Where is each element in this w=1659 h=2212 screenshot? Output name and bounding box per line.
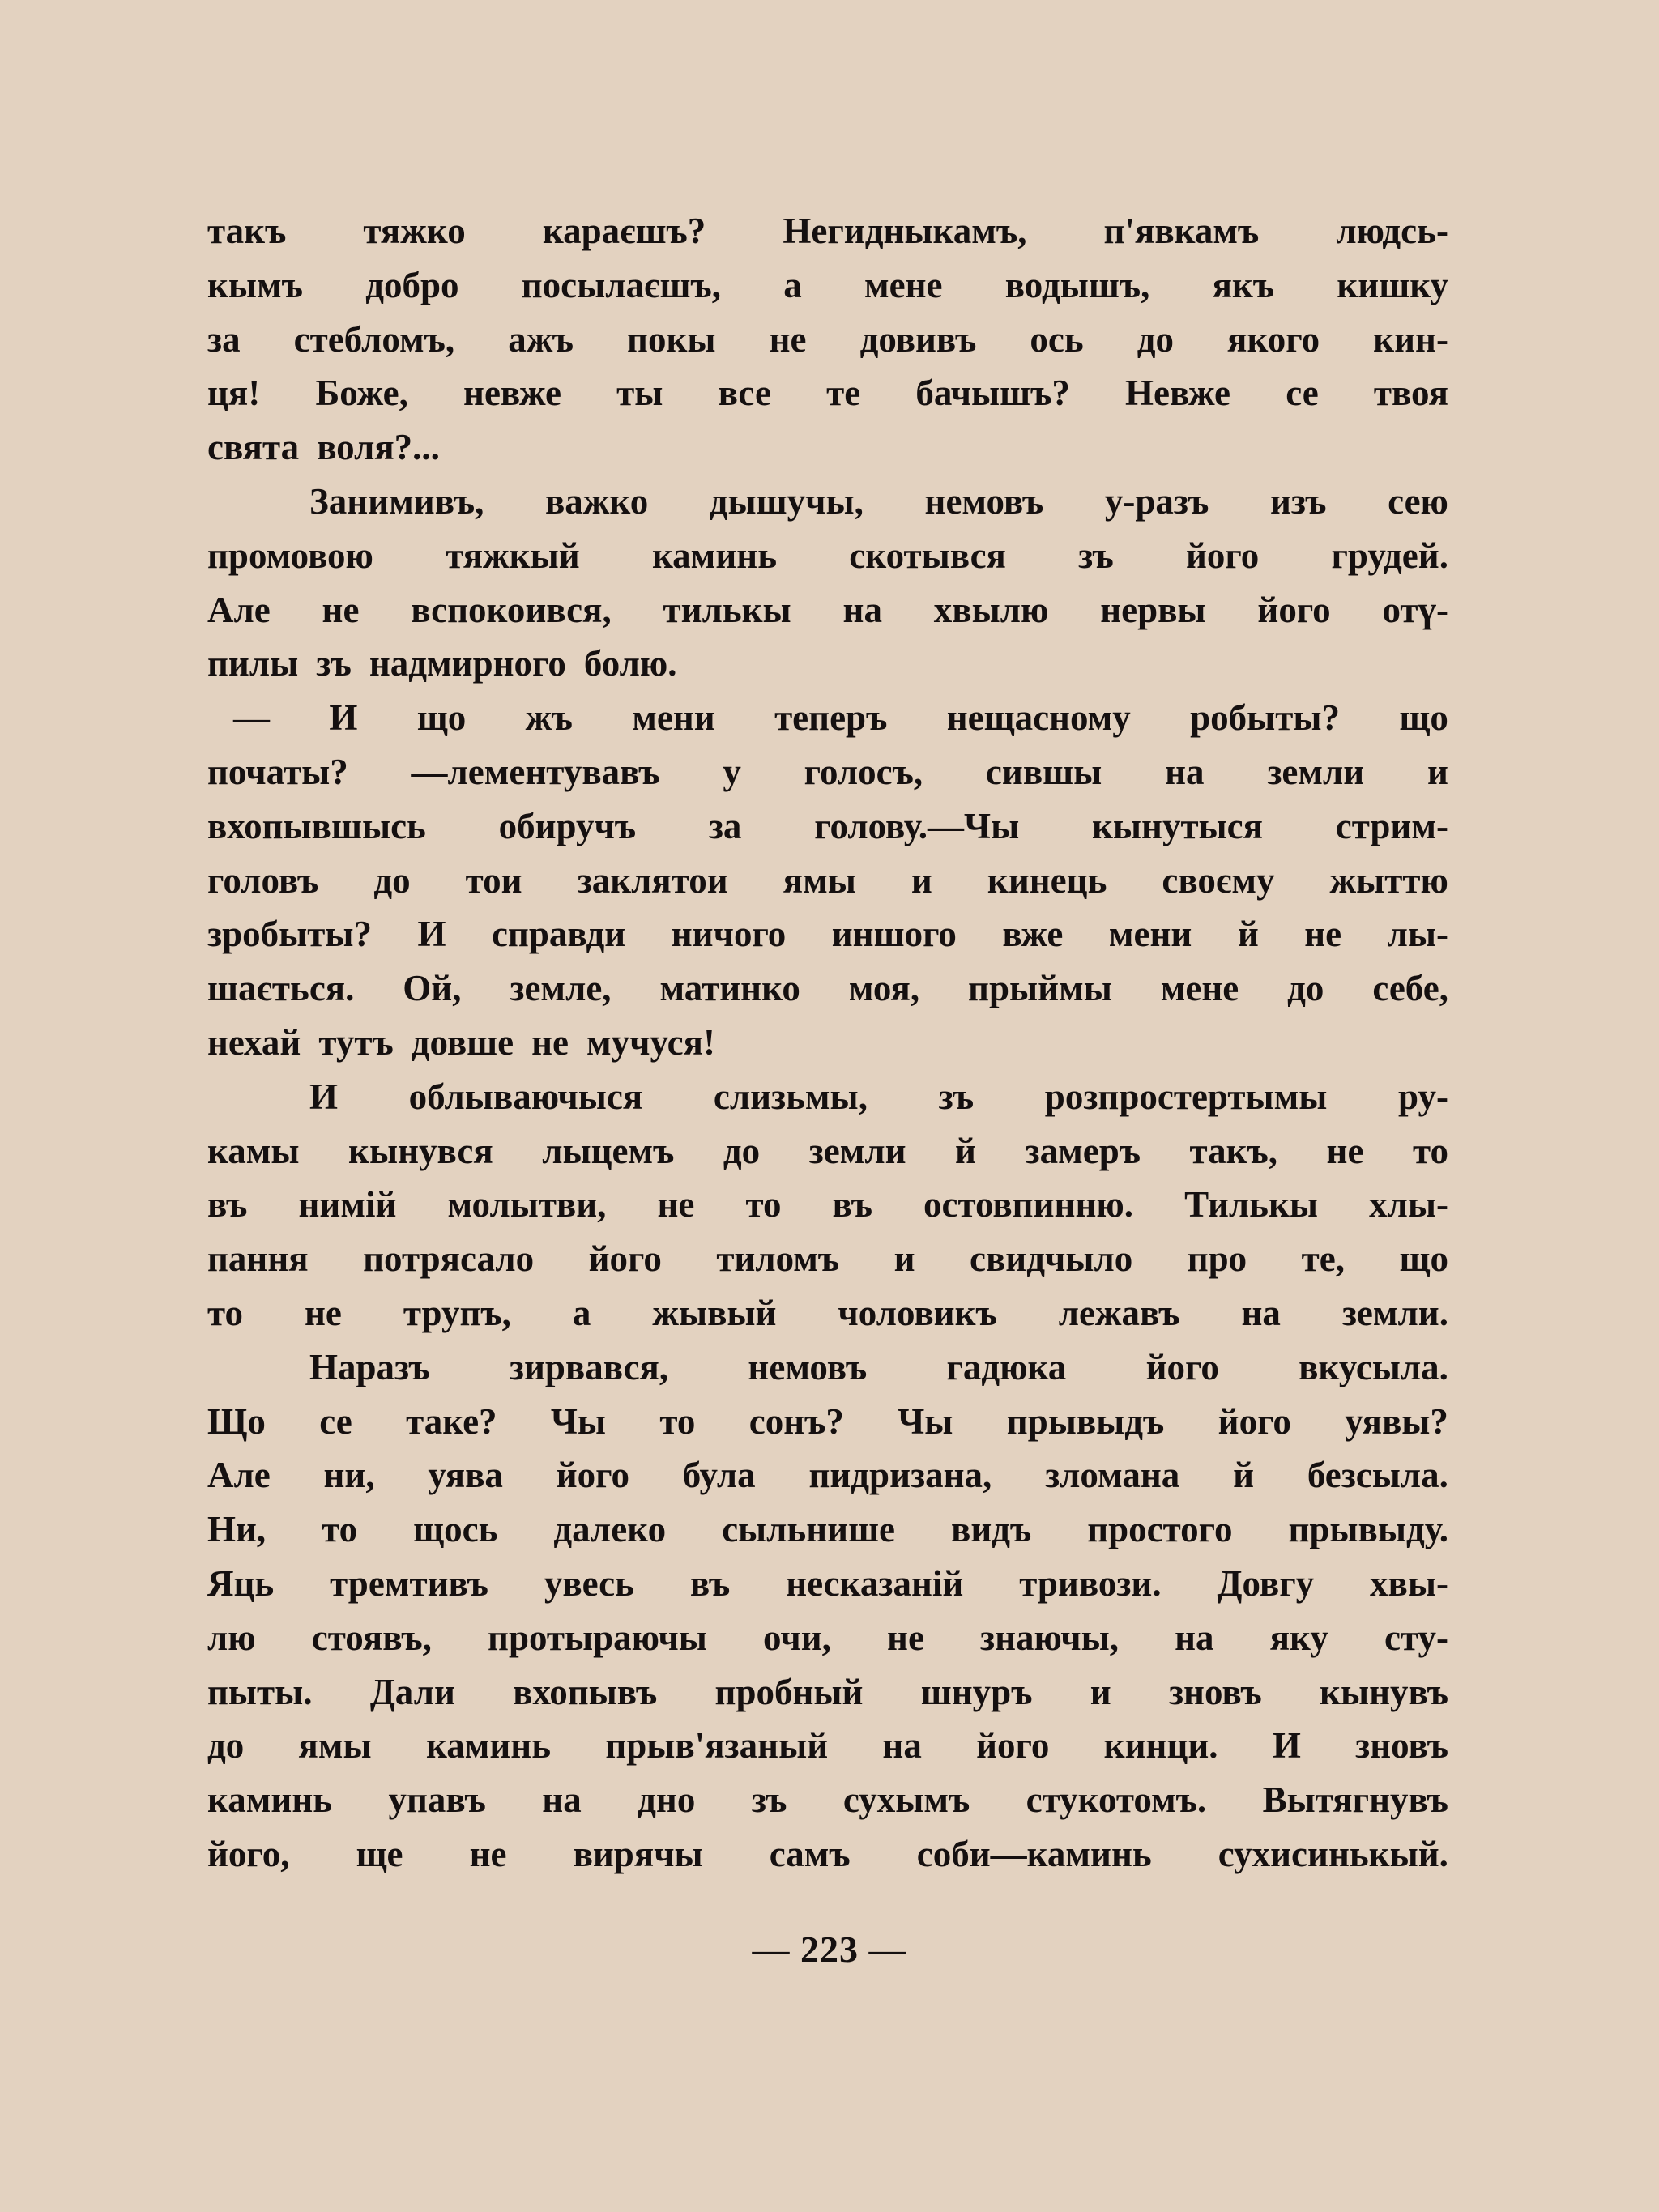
word: Вытягнувъ xyxy=(1262,1779,1448,1821)
word: кынувся xyxy=(348,1130,493,1171)
word: грудей. xyxy=(1331,535,1448,576)
word: на xyxy=(1175,1617,1214,1658)
word: зновъ xyxy=(1168,1671,1262,1712)
word: Довгу xyxy=(1217,1562,1315,1604)
word: таке? xyxy=(406,1400,497,1442)
word: а xyxy=(572,1292,591,1333)
word: Але xyxy=(207,589,271,630)
word: Тилькы xyxy=(1184,1184,1319,1225)
word: прыв'язаный xyxy=(605,1725,829,1767)
word: добро xyxy=(365,264,459,305)
word: въ xyxy=(689,1562,731,1604)
word: потрясало xyxy=(363,1238,535,1280)
word: сыльнише xyxy=(722,1509,896,1550)
word: початы? xyxy=(207,751,348,792)
word: то xyxy=(1412,1130,1448,1171)
word: що xyxy=(1399,1238,1448,1280)
word: караєшъ? xyxy=(542,211,706,251)
word: зъ xyxy=(938,1076,975,1117)
word: тутъ xyxy=(318,1021,394,1063)
word: що xyxy=(416,697,467,739)
word: жывый xyxy=(652,1292,777,1333)
word: уява xyxy=(428,1455,503,1496)
word: головъ xyxy=(207,859,319,901)
word: ажъ xyxy=(508,318,574,360)
word: земле, xyxy=(510,968,612,1009)
word: не xyxy=(1326,1130,1364,1171)
text-line xyxy=(207,1070,1448,1124)
word: такъ, xyxy=(1189,1130,1278,1171)
text-line xyxy=(207,1340,1448,1395)
word: Але xyxy=(207,1455,271,1496)
word: И xyxy=(1272,1725,1301,1767)
word: лыцемъ xyxy=(542,1130,675,1171)
text-line xyxy=(207,366,1448,420)
word: про xyxy=(1187,1238,1247,1280)
word: каминь xyxy=(425,1725,552,1767)
word: камы xyxy=(207,1130,300,1171)
word: й xyxy=(955,1130,976,1171)
word: Що xyxy=(207,1400,266,1442)
word: й xyxy=(1233,1455,1255,1496)
text-line xyxy=(207,1773,1448,1827)
word: пыты. xyxy=(207,1671,313,1712)
word: И xyxy=(309,1076,339,1117)
word: була xyxy=(682,1455,756,1496)
word: стоявъ, xyxy=(311,1617,432,1658)
word: лежавъ xyxy=(1058,1292,1180,1333)
word: у xyxy=(723,751,741,792)
word: каминь xyxy=(207,1779,333,1821)
word: те xyxy=(826,373,861,414)
text-line xyxy=(207,583,1448,637)
word: ямы xyxy=(298,1725,372,1767)
word: стукотомъ. xyxy=(1026,1779,1207,1821)
word: отү- xyxy=(1382,589,1448,630)
word: тои xyxy=(465,859,522,901)
word: кымъ xyxy=(207,264,303,305)
word: се xyxy=(1286,373,1319,414)
word: пання xyxy=(207,1238,309,1280)
word: ты xyxy=(616,373,663,414)
word: ось xyxy=(1030,318,1084,360)
word: кишку xyxy=(1337,264,1448,305)
word: не xyxy=(887,1617,924,1658)
word: вхопывъ xyxy=(513,1671,658,1712)
word: дно xyxy=(638,1779,696,1821)
word: справди xyxy=(491,914,626,955)
word: його xyxy=(1257,589,1331,630)
word: сонъ? xyxy=(748,1400,844,1442)
word: облываючыся xyxy=(408,1076,643,1117)
word: зирвався, xyxy=(509,1346,669,1387)
word: Яць xyxy=(207,1562,275,1604)
word: а xyxy=(783,264,802,305)
word: тривози. xyxy=(1019,1562,1162,1604)
word: кынутыся xyxy=(1091,805,1264,846)
word: молытви, xyxy=(447,1184,607,1225)
word: иншого xyxy=(831,914,957,955)
word: не xyxy=(304,1292,342,1333)
word: якъ xyxy=(1212,264,1275,305)
word: яку xyxy=(1269,1617,1328,1658)
word: дышучы, xyxy=(709,480,864,522)
word: те, xyxy=(1301,1238,1345,1280)
word: у-разъ xyxy=(1104,480,1209,522)
word: И xyxy=(417,914,446,955)
word: щось xyxy=(413,1509,498,1550)
word: не xyxy=(657,1184,695,1225)
word: не xyxy=(769,318,807,360)
word: замеръ xyxy=(1025,1130,1141,1171)
word: кинець xyxy=(987,859,1107,901)
word: ру- xyxy=(1398,1076,1448,1117)
word: не xyxy=(531,1021,569,1063)
word: за xyxy=(708,805,742,846)
word: на xyxy=(542,1779,582,1821)
word: очи, xyxy=(762,1617,831,1658)
word: Негидныкамъ, xyxy=(783,211,1027,251)
word: бачышъ? xyxy=(915,373,1070,414)
word: земли. xyxy=(1341,1292,1448,1333)
word: воля?... xyxy=(317,427,440,468)
word: простого xyxy=(1087,1509,1233,1550)
word: Наразъ xyxy=(309,1346,430,1387)
word: скотывся xyxy=(849,535,1006,576)
word: на xyxy=(1241,1292,1281,1333)
word: ця! xyxy=(207,373,261,414)
word: ще xyxy=(356,1833,403,1874)
word: мене xyxy=(864,264,943,305)
word: и xyxy=(911,859,932,901)
text-line xyxy=(207,1719,1448,1773)
word: його, xyxy=(207,1833,290,1874)
word: увесь xyxy=(544,1562,634,1604)
word: теперъ xyxy=(774,697,888,739)
word: знаючы, xyxy=(980,1617,1119,1658)
word: пробный xyxy=(714,1671,864,1712)
word: зъ xyxy=(751,1779,787,1821)
word: Ой, xyxy=(403,968,462,1009)
text-line xyxy=(207,1395,1448,1449)
word: лю xyxy=(207,1617,256,1658)
word: несказаній xyxy=(786,1562,964,1604)
word: трупъ, xyxy=(403,1292,511,1333)
word: моя, xyxy=(848,968,920,1009)
word: немовъ xyxy=(924,480,1044,522)
text-line xyxy=(207,313,1448,367)
word: стебломъ, xyxy=(293,318,455,360)
text-line xyxy=(207,1448,1448,1502)
word: Занимивъ, xyxy=(309,480,484,522)
word: въ xyxy=(207,1184,248,1225)
word: каминь xyxy=(651,535,777,576)
word: на xyxy=(882,1725,922,1767)
word: його xyxy=(976,1725,1050,1767)
word: сту- xyxy=(1384,1617,1448,1658)
word: все xyxy=(718,373,771,414)
word: п'явкамъ xyxy=(1103,211,1260,251)
text-line xyxy=(207,799,1448,854)
word: земли xyxy=(1267,751,1365,792)
word: и xyxy=(1090,1671,1111,1712)
word: якого xyxy=(1227,318,1320,360)
word: шається. xyxy=(207,968,355,1009)
word: обиручъ xyxy=(498,805,637,846)
text-line xyxy=(207,1178,1448,1232)
word: не xyxy=(469,1833,507,1874)
word: довивъ xyxy=(859,318,977,360)
word: Чы xyxy=(898,1400,953,1442)
word: зновъ xyxy=(1355,1725,1448,1767)
word: тиломъ xyxy=(716,1238,840,1280)
word: й xyxy=(1237,914,1259,955)
text-line xyxy=(207,1611,1448,1665)
word: ничого xyxy=(671,914,787,955)
word: хвы- xyxy=(1370,1562,1448,1604)
word: зробыты? xyxy=(207,914,372,955)
word: шнуръ xyxy=(920,1671,1033,1712)
word: ни, xyxy=(323,1455,375,1496)
word: упавъ xyxy=(388,1779,486,1821)
word: чоловикъ xyxy=(838,1292,997,1333)
word: невже xyxy=(463,373,561,414)
word: довше xyxy=(411,1021,514,1063)
word: нимій xyxy=(298,1184,397,1225)
word: тремтивъ xyxy=(330,1562,488,1604)
word: розпростертымы xyxy=(1044,1076,1328,1117)
word: мучуся! xyxy=(586,1021,715,1063)
word: заклятои xyxy=(577,859,728,901)
word: вкусыла. xyxy=(1299,1346,1448,1387)
word: промовою xyxy=(207,535,373,576)
word: пилы xyxy=(207,643,299,684)
word: гадюка xyxy=(946,1346,1067,1387)
word: болю. xyxy=(583,643,677,684)
word: мени xyxy=(1108,914,1192,955)
word: посылаєшъ, xyxy=(521,264,721,305)
page-body xyxy=(207,204,1448,1882)
word: кин- xyxy=(1373,318,1448,360)
word: вже xyxy=(1002,914,1064,955)
word: ямы xyxy=(783,859,856,901)
word: до xyxy=(1137,318,1175,360)
text-line xyxy=(207,1124,1448,1178)
word: людсь- xyxy=(1336,211,1448,251)
word: свидчыло xyxy=(970,1238,1133,1280)
word: мене xyxy=(1160,968,1239,1009)
word: вхопывшысь xyxy=(207,805,426,846)
word: зломана xyxy=(1045,1455,1180,1496)
word: то xyxy=(322,1509,358,1550)
word: своєму xyxy=(1162,859,1275,901)
word: на xyxy=(842,589,882,630)
word: зъ xyxy=(316,643,352,684)
word: сившы xyxy=(985,751,1102,792)
word: голосъ, xyxy=(804,751,923,792)
word: и xyxy=(893,1238,915,1280)
word: земли xyxy=(808,1130,906,1171)
word: И xyxy=(329,697,358,739)
word: то xyxy=(659,1400,696,1442)
word: —лементувавъ xyxy=(411,751,660,792)
word: вспокоився, xyxy=(411,589,612,630)
word: кинци. xyxy=(1103,1725,1218,1767)
word: лы- xyxy=(1387,914,1448,955)
word: до xyxy=(723,1130,761,1171)
word: Боже, xyxy=(315,373,408,414)
word: жыттю xyxy=(1329,859,1448,901)
word: прывыдъ xyxy=(1006,1400,1165,1442)
text-line xyxy=(207,529,1448,583)
word: Ни, xyxy=(207,1509,267,1550)
word: голову.—Чы xyxy=(814,805,1020,846)
word: сухымъ xyxy=(842,1779,970,1821)
word: се xyxy=(319,1400,352,1442)
word: самъ xyxy=(769,1833,851,1874)
text-line xyxy=(207,475,1448,529)
text-line xyxy=(207,637,1448,691)
word: то xyxy=(207,1292,244,1333)
word: водышъ, xyxy=(1004,264,1150,305)
word: прывыду. xyxy=(1288,1509,1448,1550)
word: хвылю xyxy=(933,589,1049,630)
word: себе, xyxy=(1372,968,1448,1009)
word: въ xyxy=(832,1184,872,1225)
word: хлы- xyxy=(1369,1184,1448,1225)
word: Чы xyxy=(550,1400,607,1442)
word: тяжко xyxy=(363,211,466,251)
word: мени xyxy=(632,697,715,739)
word: соби—каминь xyxy=(916,1833,1152,1874)
word: його xyxy=(1145,1346,1219,1387)
word: його xyxy=(1218,1400,1291,1442)
word: жъ xyxy=(525,697,573,739)
text-line xyxy=(207,961,1448,1016)
text-line xyxy=(207,1232,1448,1286)
word: такъ xyxy=(207,211,287,251)
text-line xyxy=(207,907,1448,961)
text-line xyxy=(207,1016,1448,1070)
word: и xyxy=(1427,751,1448,792)
word: його xyxy=(588,1238,662,1280)
word: сею xyxy=(1388,480,1448,522)
text-line xyxy=(207,691,1448,745)
text-line xyxy=(207,745,1448,799)
word: за xyxy=(207,318,241,360)
word: до xyxy=(207,1725,245,1767)
word: важко xyxy=(544,480,649,522)
text-line xyxy=(207,1827,1448,1882)
text-line xyxy=(207,258,1448,313)
word: кынувъ xyxy=(1320,1671,1448,1712)
word: безсыла. xyxy=(1307,1455,1448,1496)
word: Дали xyxy=(369,1671,455,1712)
word: свята xyxy=(207,427,300,468)
word: стрим- xyxy=(1335,805,1448,846)
word: уявы? xyxy=(1345,1400,1448,1442)
word: матинко xyxy=(659,968,800,1009)
word: изъ xyxy=(1270,480,1327,522)
word: пидризана, xyxy=(808,1455,992,1496)
word: не xyxy=(322,589,360,630)
word: зъ xyxy=(1078,535,1114,576)
word: до xyxy=(1287,968,1324,1009)
word: твоя xyxy=(1373,373,1448,414)
word: тилькы xyxy=(663,589,791,630)
word: не xyxy=(1304,914,1342,955)
text-line xyxy=(207,1286,1448,1340)
word: вирячы xyxy=(573,1833,703,1874)
word: видъ xyxy=(951,1509,1032,1550)
word: тяжкый xyxy=(446,535,580,576)
word: робыты? xyxy=(1190,697,1341,739)
text-line xyxy=(207,204,1448,258)
word: немовъ xyxy=(748,1346,868,1387)
word: сухисинькый. xyxy=(1218,1833,1448,1874)
word: до xyxy=(373,859,411,901)
text-line xyxy=(207,1665,1448,1720)
word: нехай xyxy=(207,1021,301,1063)
text-line xyxy=(207,1557,1448,1611)
word: Невже xyxy=(1125,373,1231,414)
page-number: — 223 — xyxy=(752,1929,907,1970)
word: нещасному xyxy=(946,697,1131,739)
word: на xyxy=(1165,751,1205,792)
word: — xyxy=(233,697,270,739)
word: покы xyxy=(627,318,716,360)
word: остовпинню. xyxy=(923,1184,1134,1225)
word: що xyxy=(1399,697,1448,739)
word: то xyxy=(745,1184,782,1225)
word: слизьмы, xyxy=(713,1076,868,1117)
word: нервы xyxy=(1100,589,1206,630)
word: прыймы xyxy=(968,968,1112,1009)
word: далеко xyxy=(553,1509,667,1550)
text-line xyxy=(207,854,1448,908)
word: надмирного xyxy=(369,643,566,684)
text-line xyxy=(207,1502,1448,1557)
word: протыраючы xyxy=(488,1617,707,1658)
text-line xyxy=(207,420,1448,475)
word: його xyxy=(556,1455,629,1496)
word: його xyxy=(1185,535,1260,576)
